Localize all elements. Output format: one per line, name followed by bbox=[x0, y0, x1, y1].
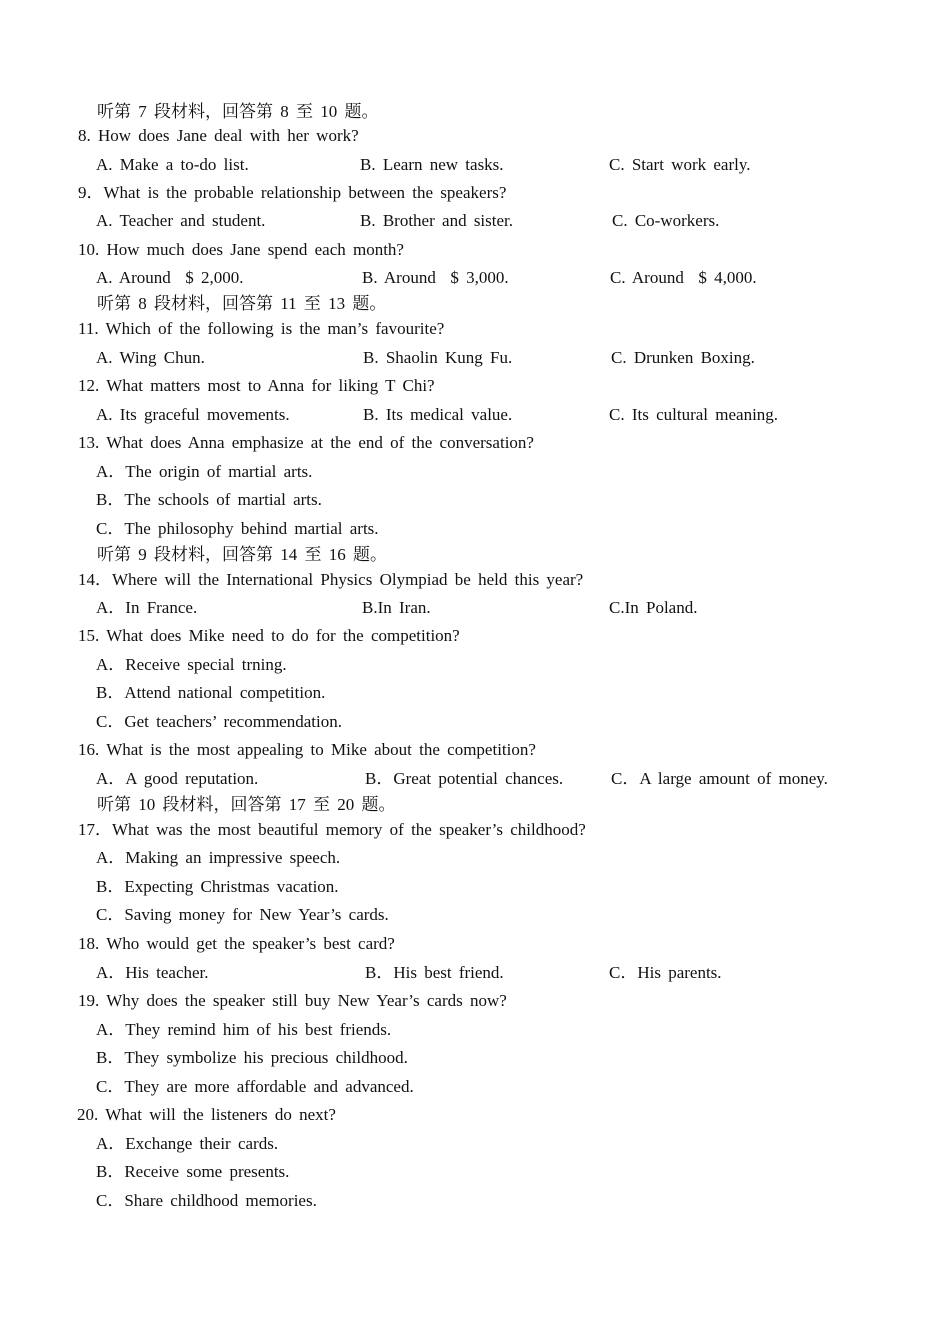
option-13c: C．The philosophy behind martial arts. bbox=[96, 519, 379, 538]
section-heading: 听第 10 段材料，回答第 17 至 20 题。 bbox=[97, 795, 396, 814]
option-12a: A. Its graceful movements. bbox=[96, 405, 290, 424]
option-19b: B．They symbolize his precious childhood. bbox=[96, 1048, 408, 1067]
option-10c: C. Around $ 4,000. bbox=[610, 268, 757, 287]
option-11b: B. Shaolin Kung Fu. bbox=[363, 348, 513, 367]
option-13b: B．The schools of martial arts. bbox=[96, 490, 322, 509]
option-16b: B．Great potential chances. bbox=[365, 769, 564, 788]
option-15c: C．Get teachers’ recommendation. bbox=[96, 712, 342, 731]
question-17: 17．What was the most beautiful memory of the speaker’s childhood? bbox=[78, 820, 586, 839]
option-9c: C. Co-workers. bbox=[612, 211, 720, 230]
question-14: 14．Where will the International Physics Olympiad be held this year? bbox=[78, 570, 584, 589]
option-18b: B．His best friend. bbox=[365, 963, 504, 982]
option-20c: C．Share childhood memories. bbox=[96, 1191, 317, 1210]
option-14b: B.In Iran. bbox=[362, 598, 431, 617]
option-14c: C.In Poland. bbox=[609, 598, 698, 617]
question-18: 18. Who would get the speaker’s best card? bbox=[78, 934, 395, 953]
option-8a: A. Make a to-do list. bbox=[96, 155, 249, 174]
option-20a: A．Exchange their cards. bbox=[96, 1134, 279, 1153]
option-10b: B. Around $ 3,000. bbox=[362, 268, 509, 287]
option-20b: B．Receive some presents. bbox=[96, 1162, 290, 1181]
question-13: 13. What does Anna emphasize at the end of the conversation? bbox=[78, 433, 534, 452]
option-17c: C．Saving money for New Year’s cards. bbox=[96, 905, 389, 924]
option-15a: A．Receive special trning. bbox=[96, 655, 287, 674]
question-15: 15. What does Mike need to do for the competition? bbox=[78, 626, 460, 645]
option-15b: B．Attend national competition. bbox=[96, 683, 326, 702]
question-20: 20. What will the listeners do next? bbox=[77, 1105, 336, 1124]
question-11: 11. Which of the following is the man’s favourite? bbox=[78, 319, 445, 338]
option-13a: A．The origin of martial arts. bbox=[96, 462, 313, 481]
option-11c: C. Drunken Boxing. bbox=[611, 348, 755, 367]
option-18c: C．His parents. bbox=[609, 963, 722, 982]
section-heading: 听第 9 段材料，回答第 14 至 16 题。 bbox=[97, 545, 387, 564]
option-8c: C. Start work early. bbox=[609, 155, 751, 174]
question-12: 12. What matters most to Anna for liking T Chi? bbox=[78, 376, 435, 395]
option-19c: C．They are more affordable and advanced. bbox=[96, 1077, 414, 1096]
option-18a: A．His teacher. bbox=[96, 963, 209, 982]
option-16c: C．A large amount of money. bbox=[611, 769, 828, 788]
option-14a: A．In France. bbox=[96, 598, 198, 617]
option-17b: B．Expecting Christmas vacation. bbox=[96, 877, 339, 896]
question-8: 8. How does Jane deal with her work? bbox=[78, 126, 359, 145]
option-19a: A．They remind him of his best friends. bbox=[96, 1020, 392, 1039]
question-19: 19. Why does the speaker still buy New Year’s cards now? bbox=[78, 991, 507, 1010]
option-12c: C. Its cultural meaning. bbox=[609, 405, 779, 424]
section-heading: 听第 8 段材料，回答第 11 至 13 题。 bbox=[97, 294, 387, 313]
option-9a: A. Teacher and student. bbox=[96, 211, 266, 230]
question-10: 10. How much does Jane spend each month? bbox=[78, 240, 404, 259]
section-heading: 听第 7 段材料，回答第 8 至 10 题。 bbox=[97, 102, 379, 121]
option-10a: A. Around $ 2,000. bbox=[96, 268, 244, 287]
option-8b: B. Learn new tasks. bbox=[360, 155, 504, 174]
option-11a: A. Wing Chun. bbox=[96, 348, 205, 367]
option-12b: B. Its medical value. bbox=[363, 405, 513, 424]
option-17a: A．Making an impressive speech. bbox=[96, 848, 341, 867]
question-16: 16. What is the most appealing to Mike about the competition? bbox=[78, 740, 536, 759]
option-16a: A．A good reputation. bbox=[96, 769, 259, 788]
option-9b: B. Brother and sister. bbox=[360, 211, 514, 230]
question-9: 9．What is the probable relationship between the speakers? bbox=[78, 183, 507, 202]
